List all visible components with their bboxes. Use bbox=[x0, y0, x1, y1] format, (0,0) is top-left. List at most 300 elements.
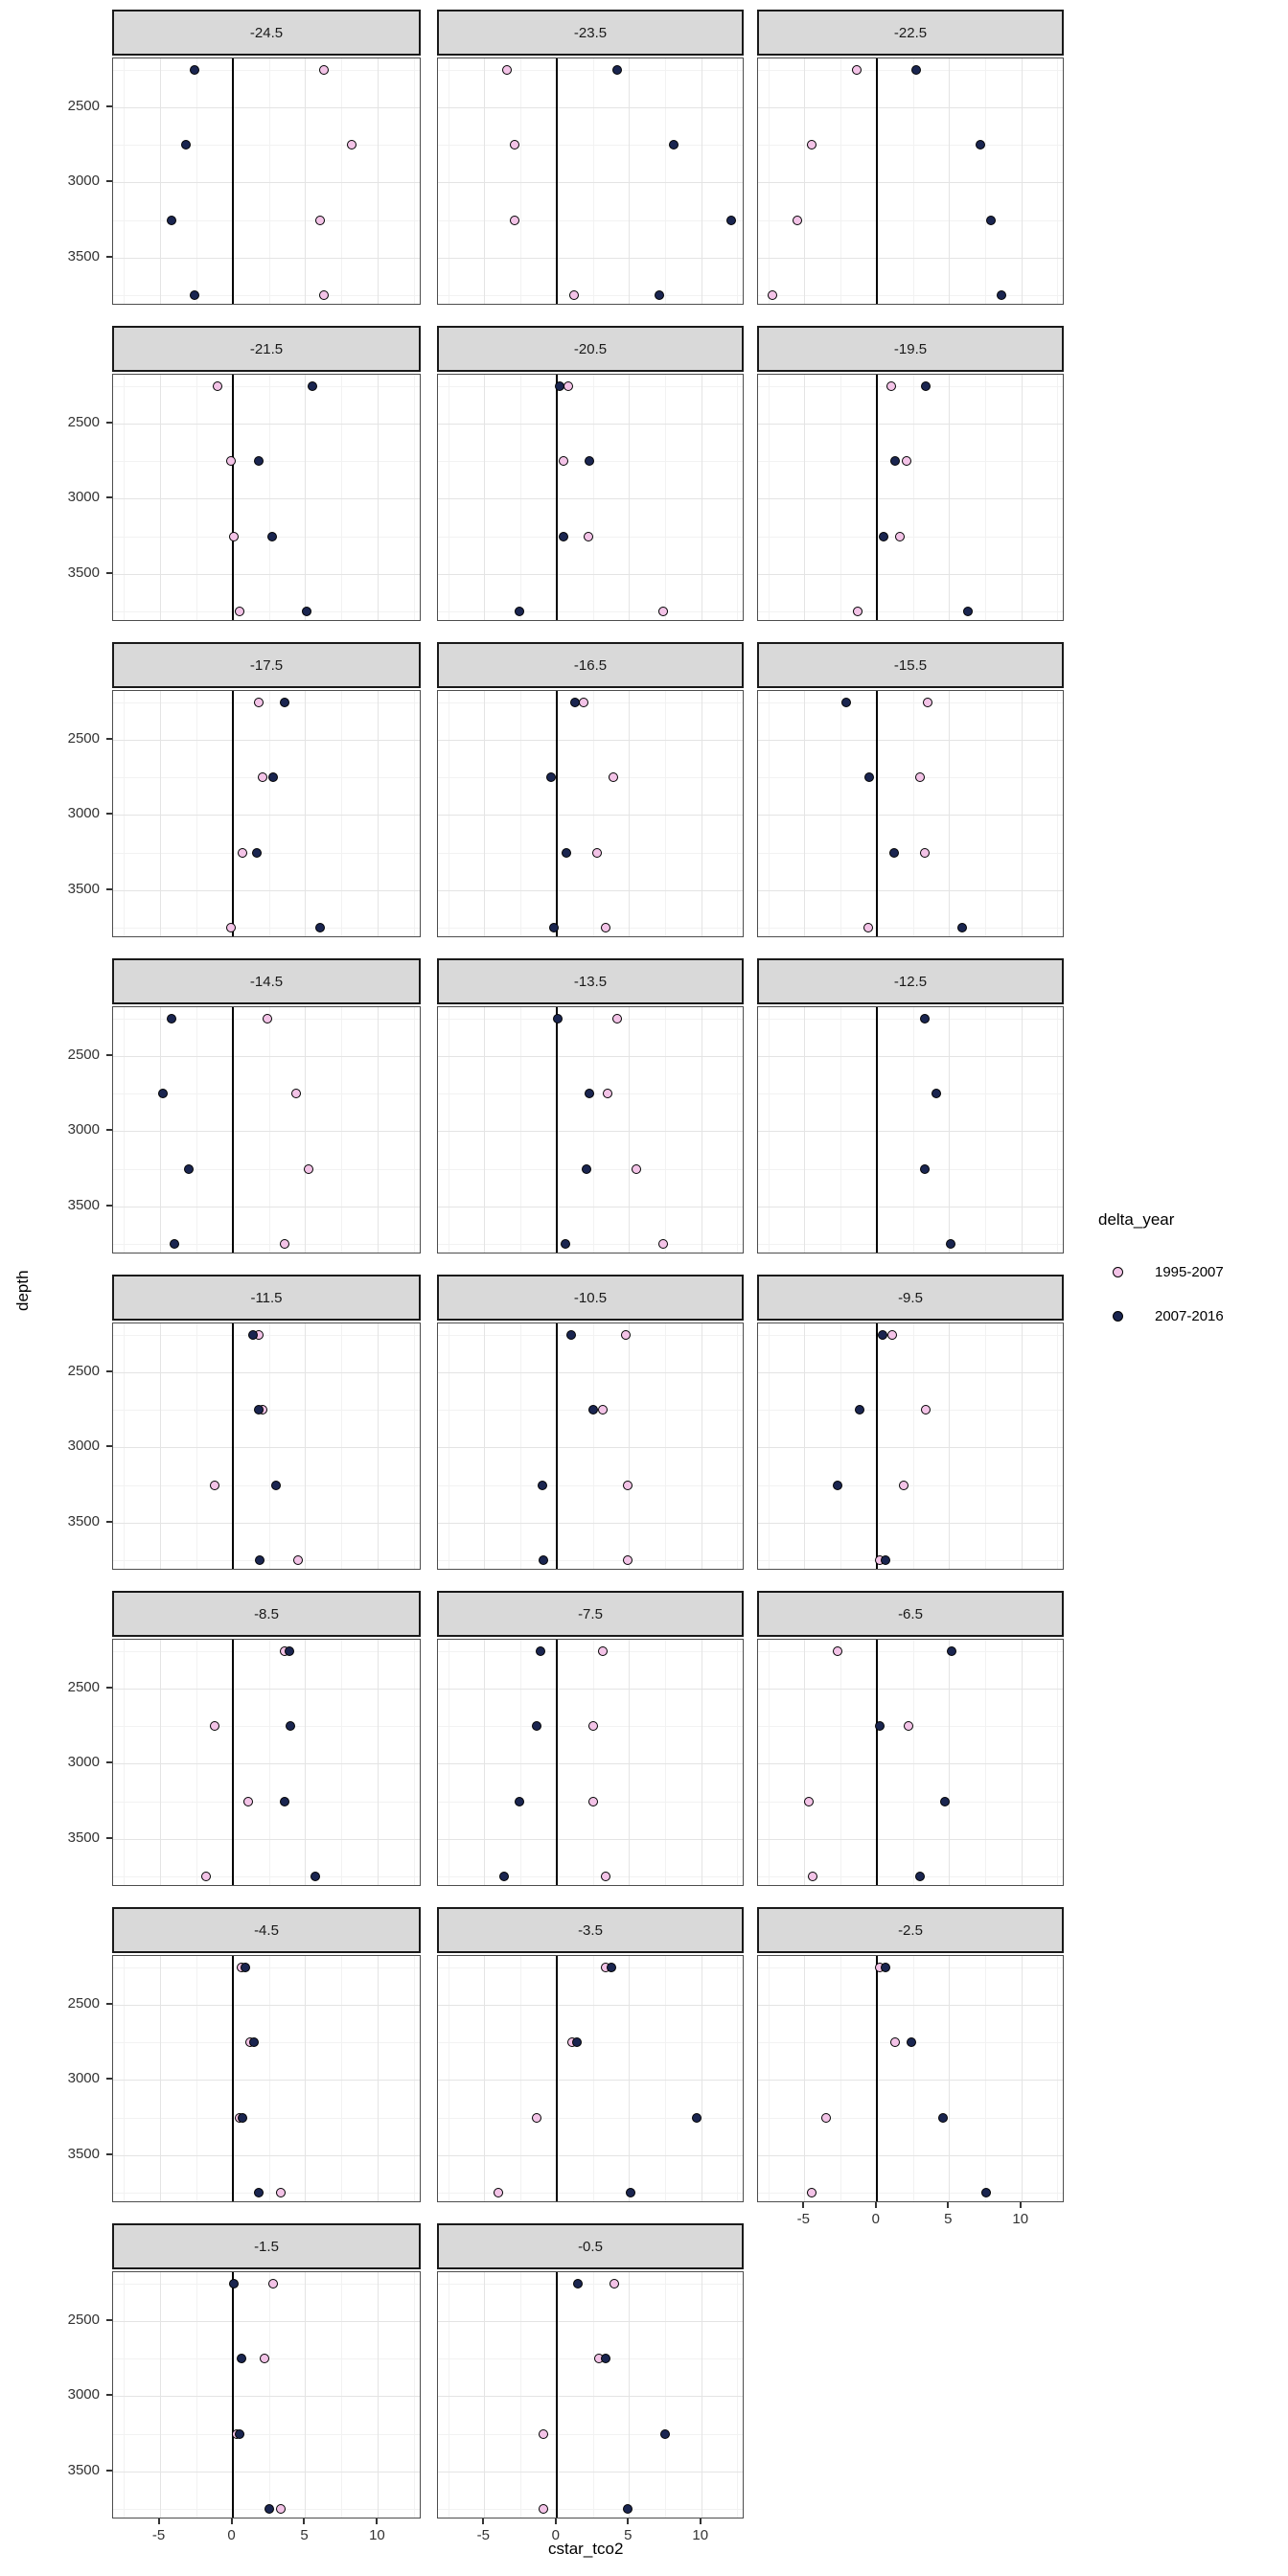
data-point-2007-2016 bbox=[946, 1239, 955, 1249]
gridline bbox=[438, 1207, 743, 1208]
gridline bbox=[1057, 58, 1058, 304]
y-axis-tick bbox=[106, 1129, 112, 1131]
y-axis-tick bbox=[106, 105, 112, 107]
facet-strip-label: -19.5 bbox=[757, 326, 1064, 372]
gridline bbox=[113, 574, 420, 575]
data-point-1995-2007 bbox=[807, 2188, 816, 2197]
y-axis-tick bbox=[106, 496, 112, 498]
data-point-1995-2007 bbox=[588, 1721, 598, 1731]
y-axis-tick-label: 3500 bbox=[67, 2145, 100, 2162]
gridline bbox=[769, 1323, 770, 1569]
gridline bbox=[1057, 1956, 1058, 2201]
data-point-1995-2007 bbox=[887, 1330, 897, 1340]
data-point-2007-2016 bbox=[938, 2113, 948, 2123]
gridline bbox=[804, 1640, 805, 1885]
gridline bbox=[196, 691, 197, 936]
data-point-2007-2016 bbox=[254, 456, 264, 466]
data-point-2007-2016 bbox=[248, 1330, 258, 1340]
facet-panel bbox=[757, 1955, 1064, 2202]
data-point-1995-2007 bbox=[658, 1239, 668, 1249]
data-point-1995-2007 bbox=[793, 216, 802, 225]
gridline bbox=[196, 58, 197, 304]
gridline bbox=[665, 1007, 666, 1253]
x-axis-tick-label: 5 bbox=[624, 2527, 632, 2543]
gridline bbox=[758, 574, 1063, 575]
gridline bbox=[196, 375, 197, 620]
facet-panel bbox=[757, 1639, 1064, 1886]
gridline bbox=[913, 691, 914, 936]
gridline bbox=[758, 1056, 1063, 1057]
gridline bbox=[305, 2272, 306, 2518]
data-point-1995-2007 bbox=[347, 140, 356, 150]
gridline bbox=[305, 1640, 306, 1885]
gridline bbox=[737, 2272, 738, 2518]
gridline bbox=[840, 1640, 841, 1885]
gridline bbox=[438, 574, 743, 575]
data-point-2007-2016 bbox=[184, 1164, 194, 1174]
gridline bbox=[629, 691, 630, 936]
data-point-2007-2016 bbox=[841, 698, 851, 707]
gridline bbox=[438, 2005, 743, 2006]
zero-reference-line bbox=[232, 1640, 234, 1885]
facet-strip-label: -7.5 bbox=[437, 1591, 744, 1637]
gridline bbox=[341, 1007, 342, 1253]
data-point-2007-2016 bbox=[315, 923, 325, 932]
data-point-1995-2007 bbox=[658, 607, 668, 616]
data-point-1995-2007 bbox=[243, 1797, 253, 1806]
gridline bbox=[758, 424, 1063, 425]
data-point-1995-2007 bbox=[895, 532, 905, 541]
gridline bbox=[438, 2321, 743, 2322]
legend-filled-circle-icon bbox=[1113, 1311, 1123, 1322]
y-axis-tick-label: 3000 bbox=[67, 805, 100, 822]
data-point-2007-2016 bbox=[940, 1797, 950, 1806]
gridline bbox=[949, 1956, 950, 2201]
gridline bbox=[113, 2155, 420, 2156]
gridline bbox=[378, 691, 379, 936]
gridline bbox=[448, 1956, 449, 2201]
gridline bbox=[665, 1640, 666, 1885]
data-point-1995-2007 bbox=[502, 65, 512, 75]
facet-strip-label: -9.5 bbox=[757, 1275, 1064, 1321]
gridline bbox=[804, 1007, 805, 1253]
gridline bbox=[520, 1007, 521, 1253]
gridline bbox=[113, 815, 420, 816]
gridline bbox=[1057, 1640, 1058, 1885]
legend-label-2007-2016: 2007-2016 bbox=[1155, 1308, 1224, 1324]
x-axis-tick bbox=[376, 2518, 378, 2524]
data-point-1995-2007 bbox=[592, 848, 602, 858]
y-axis-tick bbox=[106, 2319, 112, 2321]
gridline bbox=[448, 1640, 449, 1885]
gridline bbox=[593, 1007, 594, 1253]
facet-panel bbox=[437, 374, 744, 621]
x-axis-tick bbox=[875, 2202, 877, 2208]
gridline bbox=[985, 1956, 986, 2201]
data-point-1995-2007 bbox=[610, 2279, 619, 2288]
data-point-2007-2016 bbox=[167, 216, 176, 225]
data-point-2007-2016 bbox=[907, 2037, 916, 2047]
facet-panel bbox=[757, 690, 1064, 937]
data-point-2007-2016 bbox=[963, 607, 973, 616]
y-axis-tick bbox=[106, 2003, 112, 2005]
gridline bbox=[665, 2272, 666, 2518]
gridline bbox=[1022, 1956, 1023, 2201]
gridline bbox=[1022, 1007, 1023, 1253]
gridline bbox=[629, 1956, 630, 2201]
data-point-2007-2016 bbox=[536, 1646, 545, 1656]
data-point-2007-2016 bbox=[229, 2279, 239, 2288]
data-point-1995-2007 bbox=[808, 1872, 817, 1881]
gridline bbox=[414, 1323, 415, 1569]
gridline bbox=[124, 1640, 125, 1885]
data-point-2007-2016 bbox=[561, 1239, 570, 1249]
gridline bbox=[269, 1007, 270, 1253]
data-point-1995-2007 bbox=[632, 1164, 641, 1174]
data-point-1995-2007 bbox=[902, 456, 911, 466]
gridline bbox=[593, 691, 594, 936]
gridline bbox=[758, 2155, 1063, 2156]
gridline bbox=[414, 691, 415, 936]
gridline bbox=[113, 258, 420, 259]
gridline bbox=[113, 2005, 420, 2006]
zero-reference-line bbox=[876, 1640, 878, 1885]
gridline bbox=[438, 2396, 743, 2397]
gridline bbox=[1057, 375, 1058, 620]
gridline bbox=[438, 107, 743, 108]
gridline bbox=[269, 1323, 270, 1569]
data-point-1995-2007 bbox=[268, 2279, 278, 2288]
data-point-2007-2016 bbox=[957, 923, 967, 932]
data-point-1995-2007 bbox=[920, 848, 930, 858]
data-point-1995-2007 bbox=[319, 65, 329, 75]
gridline bbox=[448, 2272, 449, 2518]
facet-strip-label: -3.5 bbox=[437, 1907, 744, 1953]
gridline bbox=[840, 1323, 841, 1569]
gridline bbox=[438, 1131, 743, 1132]
data-point-2007-2016 bbox=[237, 2354, 246, 2363]
x-axis-tick-label: 0 bbox=[227, 2527, 236, 2543]
zero-reference-line bbox=[232, 691, 234, 936]
gridline bbox=[305, 1323, 306, 1569]
gridline bbox=[113, 182, 420, 183]
facet-panel bbox=[437, 1322, 744, 1570]
gridline bbox=[448, 375, 449, 620]
data-point-2007-2016 bbox=[271, 1481, 281, 1490]
x-axis-tick bbox=[482, 2518, 484, 2524]
data-point-2007-2016 bbox=[660, 2429, 670, 2439]
y-axis-tick-label: 3000 bbox=[67, 2386, 100, 2404]
gridline bbox=[113, 1131, 420, 1132]
data-point-1995-2007 bbox=[210, 1721, 219, 1731]
data-point-2007-2016 bbox=[158, 1089, 168, 1098]
gridline bbox=[840, 375, 841, 620]
y-axis-tick-label: 3500 bbox=[67, 1196, 100, 1213]
gridline bbox=[913, 1007, 914, 1253]
gridline bbox=[520, 1956, 521, 2201]
facet-panel bbox=[757, 374, 1064, 621]
gridline bbox=[113, 890, 420, 891]
gridline bbox=[758, 107, 1063, 108]
gridline bbox=[269, 1956, 270, 2201]
zero-reference-line bbox=[876, 1007, 878, 1253]
data-point-2007-2016 bbox=[921, 381, 931, 391]
gridline bbox=[113, 424, 420, 425]
data-point-2007-2016 bbox=[252, 848, 262, 858]
facet-panel bbox=[757, 1006, 1064, 1254]
gridline bbox=[124, 375, 125, 620]
gridline bbox=[438, 182, 743, 183]
gridline bbox=[378, 58, 379, 304]
x-axis-tick-label: 10 bbox=[369, 2527, 385, 2543]
gridline bbox=[769, 58, 770, 304]
gridline bbox=[665, 1323, 666, 1569]
data-point-2007-2016 bbox=[626, 2188, 635, 2197]
x-axis-tick bbox=[231, 2518, 233, 2524]
gridline bbox=[414, 1007, 415, 1253]
data-point-2007-2016 bbox=[549, 923, 559, 932]
data-point-1995-2007 bbox=[210, 1481, 219, 1490]
gridline bbox=[113, 1839, 420, 1840]
gridline bbox=[840, 1007, 841, 1253]
data-point-2007-2016 bbox=[308, 381, 317, 391]
facet-strip-label: -10.5 bbox=[437, 1275, 744, 1321]
facet-strip-label: -4.5 bbox=[112, 1907, 421, 1953]
gridline bbox=[438, 1056, 743, 1057]
gridline bbox=[758, 2080, 1063, 2081]
data-point-1995-2007 bbox=[821, 2113, 831, 2123]
gridline bbox=[113, 2396, 420, 2397]
gridline bbox=[758, 740, 1063, 741]
gridline bbox=[438, 740, 743, 741]
gridline bbox=[438, 815, 743, 816]
gridline bbox=[438, 424, 743, 425]
x-axis-tick bbox=[700, 2518, 702, 2524]
facet-strip-label: -6.5 bbox=[757, 1591, 1064, 1637]
data-point-1995-2007 bbox=[291, 1089, 301, 1098]
y-axis-tick-label: 3000 bbox=[67, 172, 100, 190]
facet-panel bbox=[437, 1639, 744, 1886]
gridline bbox=[160, 58, 161, 304]
data-point-2007-2016 bbox=[875, 1721, 885, 1731]
y-axis-tick bbox=[106, 2078, 112, 2080]
gridline bbox=[758, 890, 1063, 891]
data-point-2007-2016 bbox=[515, 607, 524, 616]
gridline bbox=[737, 1323, 738, 1569]
gridline bbox=[160, 1323, 161, 1569]
y-axis-tick bbox=[106, 1521, 112, 1523]
gridline bbox=[758, 1689, 1063, 1690]
data-point-2007-2016 bbox=[238, 2113, 247, 2123]
data-point-1995-2007 bbox=[235, 607, 244, 616]
y-axis-tick-label: 2500 bbox=[67, 413, 100, 430]
x-axis-tick-label: 5 bbox=[300, 2527, 309, 2543]
y-axis-tick bbox=[106, 813, 112, 815]
x-axis-tick-label: -5 bbox=[476, 2527, 490, 2543]
gridline bbox=[160, 1956, 161, 2201]
data-point-1995-2007 bbox=[263, 1014, 272, 1024]
gridline bbox=[414, 2272, 415, 2518]
facet-strip-label: -21.5 bbox=[112, 326, 421, 372]
data-point-1995-2007 bbox=[921, 1405, 931, 1414]
gridline bbox=[438, 890, 743, 891]
data-point-2007-2016 bbox=[997, 290, 1006, 300]
facet-panel bbox=[757, 1322, 1064, 1570]
x-axis-tick-label: 10 bbox=[1012, 2211, 1029, 2227]
facet-panel bbox=[437, 1955, 744, 2202]
gridline bbox=[438, 1447, 743, 1448]
data-point-2007-2016 bbox=[947, 1646, 956, 1656]
y-axis-tick bbox=[106, 180, 112, 182]
facet-strip-label: -16.5 bbox=[437, 642, 744, 688]
gridline bbox=[665, 58, 666, 304]
gridline bbox=[113, 107, 420, 108]
x-axis-tick-label: 0 bbox=[871, 2211, 880, 2227]
zero-reference-line bbox=[556, 1323, 558, 1569]
gridline bbox=[769, 691, 770, 936]
y-axis-tick-label: 3500 bbox=[67, 247, 100, 264]
gridline bbox=[484, 1956, 485, 2201]
gridline bbox=[520, 58, 521, 304]
facet-panel bbox=[757, 58, 1064, 305]
gridline bbox=[484, 691, 485, 936]
data-point-2007-2016 bbox=[285, 1646, 294, 1656]
y-axis-tick-label: 3000 bbox=[67, 2070, 100, 2087]
gridline bbox=[124, 1323, 125, 1569]
gridline bbox=[113, 2080, 420, 2081]
data-point-1995-2007 bbox=[226, 456, 236, 466]
data-point-1995-2007 bbox=[532, 2113, 541, 2123]
zero-reference-line bbox=[556, 1640, 558, 1885]
data-point-2007-2016 bbox=[572, 2037, 582, 2047]
gridline bbox=[196, 1956, 197, 2201]
gridline bbox=[593, 58, 594, 304]
gridline bbox=[341, 1640, 342, 1885]
gridline bbox=[758, 498, 1063, 499]
gridline bbox=[484, 375, 485, 620]
data-point-1995-2007 bbox=[293, 1555, 303, 1565]
data-point-1995-2007 bbox=[886, 381, 896, 391]
x-axis-title: cstar_tco2 bbox=[548, 2540, 624, 2558]
gridline bbox=[949, 1640, 950, 1885]
gridline bbox=[840, 58, 841, 304]
data-point-1995-2007 bbox=[601, 1872, 610, 1881]
gridline bbox=[758, 1207, 1063, 1208]
facet-strip-label: -1.5 bbox=[112, 2223, 421, 2269]
gridline bbox=[484, 58, 485, 304]
gridline bbox=[124, 1956, 125, 2201]
data-point-1995-2007 bbox=[899, 1481, 908, 1490]
y-axis-tick-label: 2500 bbox=[67, 1362, 100, 1379]
gridline bbox=[438, 498, 743, 499]
gridline bbox=[520, 1640, 521, 1885]
gridline bbox=[269, 691, 270, 936]
zero-reference-line bbox=[556, 58, 558, 304]
data-point-2007-2016 bbox=[911, 65, 921, 75]
x-axis-tick-label: 5 bbox=[944, 2211, 953, 2227]
data-point-1995-2007 bbox=[569, 290, 579, 300]
gridline bbox=[341, 2272, 342, 2518]
legend-label-1995-2007: 1995-2007 bbox=[1155, 1264, 1224, 1280]
x-axis-tick bbox=[802, 2202, 804, 2208]
x-axis-tick bbox=[947, 2202, 949, 2208]
data-point-2007-2016 bbox=[889, 848, 899, 858]
data-point-1995-2007 bbox=[254, 698, 264, 707]
data-point-1995-2007 bbox=[510, 140, 519, 150]
gridline bbox=[593, 1323, 594, 1569]
gridline bbox=[438, 258, 743, 259]
gridline bbox=[438, 1523, 743, 1524]
zero-reference-line bbox=[556, 1007, 558, 1253]
gridline bbox=[769, 1007, 770, 1253]
y-axis-tick bbox=[106, 572, 112, 574]
zero-reference-line bbox=[876, 1323, 878, 1569]
data-point-2007-2016 bbox=[264, 2504, 274, 2514]
gridline bbox=[913, 1640, 914, 1885]
gridline bbox=[305, 1007, 306, 1253]
data-point-2007-2016 bbox=[692, 2113, 702, 2123]
gridline bbox=[769, 375, 770, 620]
gridline bbox=[737, 375, 738, 620]
gridline bbox=[113, 1372, 420, 1373]
data-point-1995-2007 bbox=[833, 1646, 842, 1656]
data-point-1995-2007 bbox=[226, 923, 236, 932]
data-point-2007-2016 bbox=[515, 1797, 524, 1806]
gridline bbox=[1057, 1007, 1058, 1253]
data-point-1995-2007 bbox=[807, 140, 816, 150]
data-point-2007-2016 bbox=[546, 772, 556, 782]
zero-reference-line bbox=[556, 375, 558, 620]
data-point-2007-2016 bbox=[555, 381, 564, 391]
zero-reference-line bbox=[556, 2272, 558, 2518]
facet-panel bbox=[112, 374, 421, 621]
data-point-1995-2007 bbox=[260, 2354, 269, 2363]
data-point-2007-2016 bbox=[267, 532, 277, 541]
data-point-1995-2007 bbox=[915, 772, 925, 782]
data-point-1995-2007 bbox=[804, 1797, 814, 1806]
facet-strip-label: -11.5 bbox=[112, 1275, 421, 1321]
data-point-2007-2016 bbox=[553, 1014, 563, 1024]
data-point-2007-2016 bbox=[570, 698, 580, 707]
zero-reference-line bbox=[876, 1956, 878, 2201]
data-point-2007-2016 bbox=[302, 607, 311, 616]
data-point-2007-2016 bbox=[499, 1872, 509, 1881]
gridline bbox=[438, 1839, 743, 1840]
data-point-1995-2007 bbox=[559, 456, 568, 466]
gridline bbox=[949, 1007, 950, 1253]
gridline bbox=[949, 58, 950, 304]
gridline bbox=[414, 375, 415, 620]
facet-strip-label: -17.5 bbox=[112, 642, 421, 688]
data-point-1995-2007 bbox=[319, 290, 329, 300]
gridline bbox=[629, 1007, 630, 1253]
y-axis-tick bbox=[106, 1837, 112, 1839]
data-point-2007-2016 bbox=[249, 2037, 259, 2047]
gridline bbox=[305, 58, 306, 304]
y-axis-tick-label: 2500 bbox=[67, 1046, 100, 1063]
y-axis-tick-label: 3500 bbox=[67, 2461, 100, 2478]
facet-strip-label: -24.5 bbox=[112, 10, 421, 56]
data-point-1995-2007 bbox=[768, 290, 777, 300]
gridline bbox=[448, 1007, 449, 1253]
data-point-2007-2016 bbox=[588, 1405, 598, 1414]
legend-open-circle-icon bbox=[1113, 1267, 1123, 1277]
facet-panel bbox=[437, 1006, 744, 1254]
gridline bbox=[378, 1007, 379, 1253]
data-point-2007-2016 bbox=[268, 772, 278, 782]
data-point-2007-2016 bbox=[607, 1963, 616, 1972]
data-point-2007-2016 bbox=[890, 456, 900, 466]
